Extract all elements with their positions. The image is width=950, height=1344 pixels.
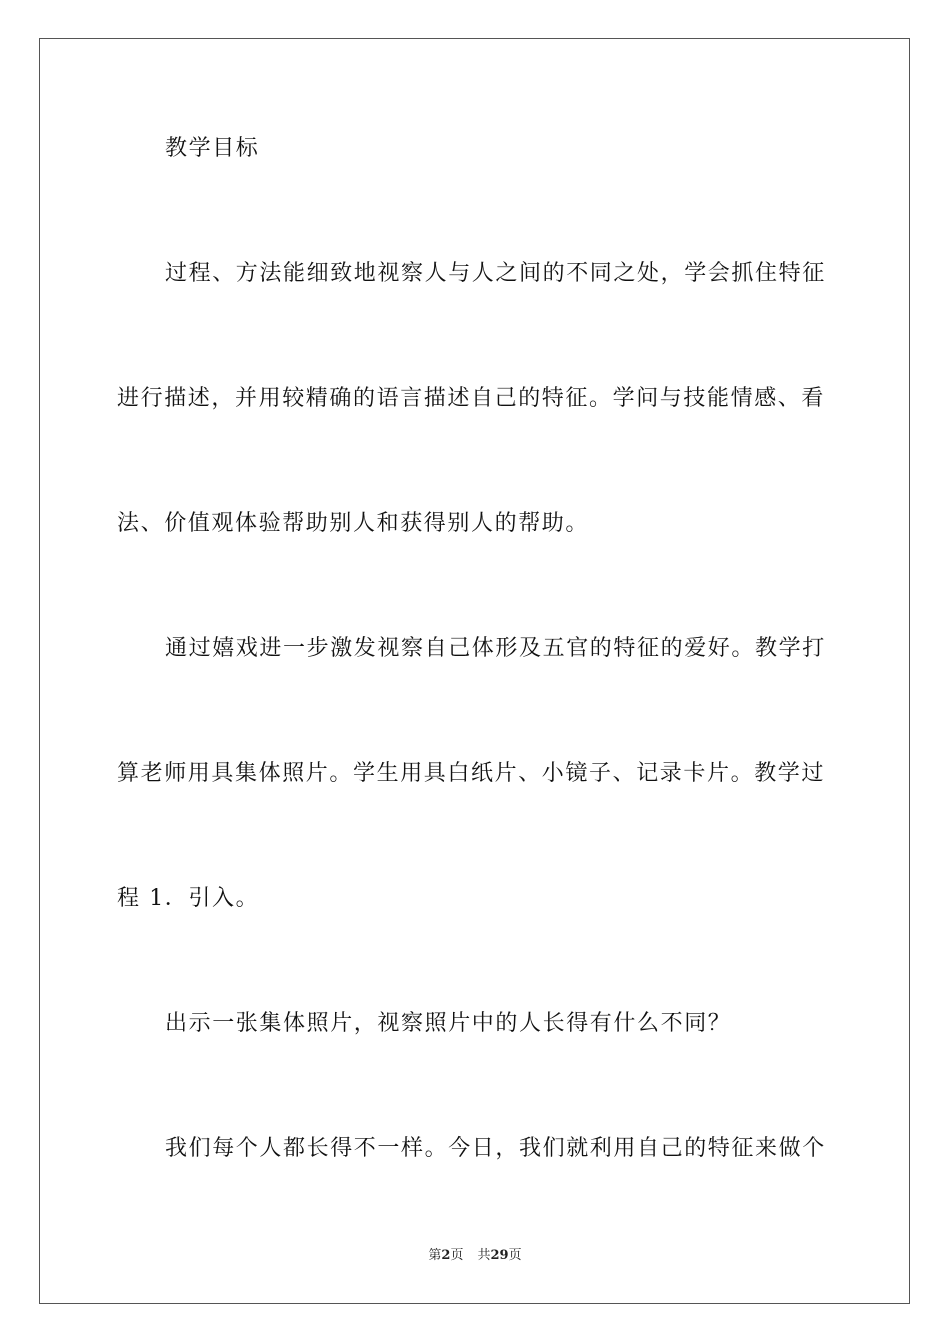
heading-teaching-objectives: 教学目标 [165, 136, 260, 161]
paragraph-line: 程 1．引入。 [117, 886, 260, 911]
footer-page-unit: 页 [450, 1248, 464, 1263]
paragraph-line: 算老师用具集体照片。学生用具白纸片、小镜子、记录卡片。教学过 [117, 761, 826, 786]
footer-total-prefix: 共 [477, 1248, 491, 1263]
page-border [39, 38, 910, 1304]
paragraph-line: 法、价值观体验帮助别人和获得别人的帮助。 [117, 511, 590, 536]
paragraph-line: 我们每个人都长得不一样。今日，我们就利用自己的特征来做个 [165, 1136, 826, 1161]
paragraph-line: 过程、方法能细致地视察人与人之间的不同之处，学会抓住特征 [165, 261, 826, 286]
paragraph-line: 出示一张集体照片，视察照片中的人长得有什么不同？ [165, 1011, 732, 1036]
footer-total-unit: 页 [508, 1248, 522, 1263]
paragraph-line: 进行描述，并用较精确的语言描述自己的特征。学问与技能情感、看 [117, 386, 826, 411]
current-page-number: 2 [441, 1248, 451, 1263]
total-pages-number: 29 [490, 1248, 509, 1263]
page-number-footer [0, 1247, 950, 1265]
footer-prefix: 第 [428, 1248, 442, 1263]
paragraph-line: 通过嬉戏进一步激发视察自己体形及五官的特征的爱好。教学打 [165, 636, 826, 661]
